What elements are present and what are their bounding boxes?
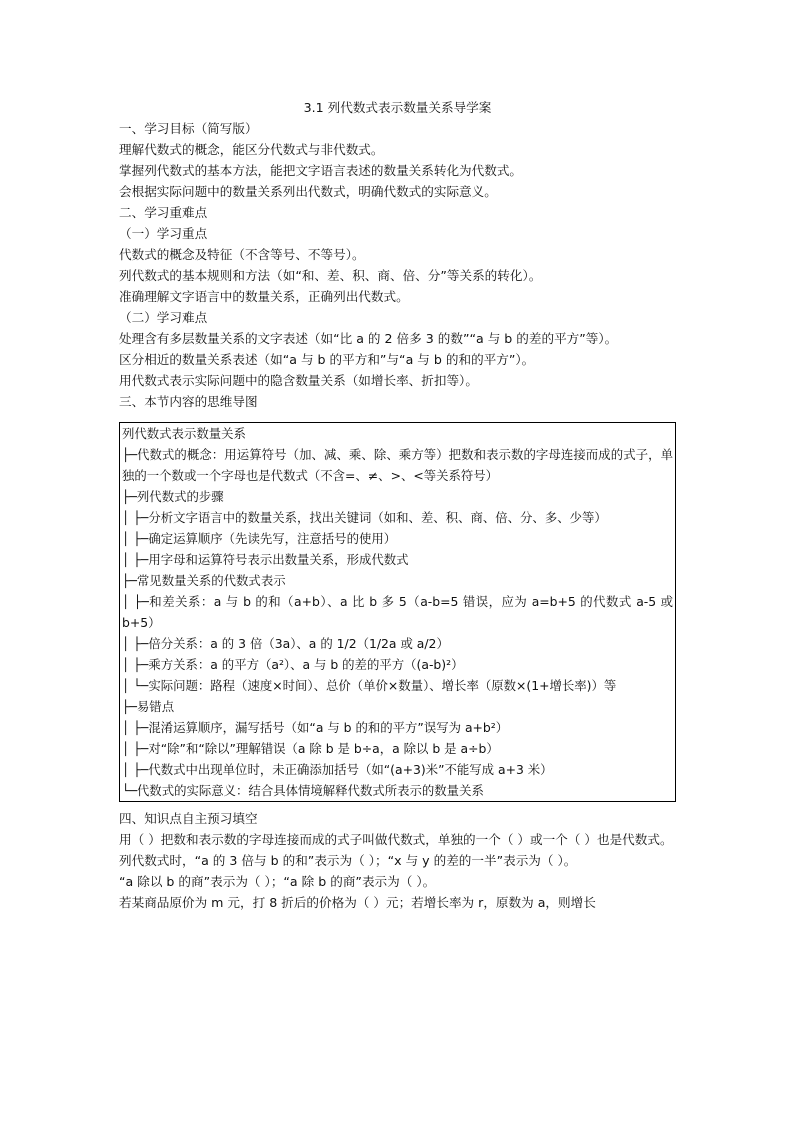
mind-map-node: │ ├─和差关系：a 与 b 的和（a+b）、a 比 b 多 5（a-b=5 错误，应为 a=b+5 的代数式 a-5 或 b+5） <box>122 594 673 630</box>
mind-map-node: │ ├─混淆运算顺序，漏写括号（如“a 与 b 的和的平方”误写为 a+b²） <box>122 720 509 735</box>
mind-map-node: │ ├─对“除”和“除以”理解错误（a 除 b 是 b÷a，a 除以 b 是 a÷b） <box>122 741 499 756</box>
paragraph: 列代数式的基本规则和方法（如“和、差、积、商、倍、分”等关系的转化）。 <box>119 268 542 283</box>
fill-in-question: 若某商品原价为 m 元，打 8 折后的价格为（ ）元；若增长率为 r，原数为 a，则增长 <box>119 895 596 910</box>
section-heading: 一、学习目标（简写版） <box>119 121 258 136</box>
mind-map-node: └─代数式的实际意义：结合具体情境解释代数式所表示的数量关系 <box>122 783 484 798</box>
mind-map-node: │ ├─代数式中出现单位时，未正确添加括号（如“(a+3)米”不能写成 a+3 米） <box>122 762 553 777</box>
section-heading: 四、知识点自主预习填空 <box>119 811 258 826</box>
mind-map-node: ├─列代数式的步骤 <box>122 489 224 504</box>
subsection-heading: （一）学习重点 <box>119 226 208 241</box>
section-heading: 三、本节内容的思维导图 <box>119 394 258 409</box>
paragraph: 用代数式表示实际问题中的隐含数量关系（如增长率、折扣等）。 <box>119 373 478 388</box>
document-body <box>119 97 676 913</box>
mind-map-root: 列代数式表示数量关系 <box>122 426 246 441</box>
fill-in-question: “a 除以 b 的商”表示为（ ）；“a 除 b 的商”表示为（ ）。 <box>119 874 436 889</box>
paragraph: 会根据实际问题中的数量关系列出代数式，明确代数式的实际意义。 <box>119 184 497 199</box>
mind-map-node: │ └─实际问题：路程（速度×时间）、总价（单价×数量）、增长率（原数×(1+增长率)）等 <box>122 678 617 693</box>
mind-map-box <box>119 422 676 802</box>
mind-map-node: ├─易错点 <box>122 699 175 714</box>
subsection-heading: （二）学习难点 <box>119 310 208 325</box>
paragraph: 理解代数式的概念，能区分代数式与非代数式。 <box>119 142 384 157</box>
mind-map-node: │ ├─用字母和运算符号表示出数量关系，形成代数式 <box>122 552 409 567</box>
fill-in-question: 列代数式时，“a 的 3 倍与 b 的和”表示为（ ）；“x 与 y 的差的一半”表示为（ ）。 <box>119 853 577 868</box>
paragraph: 处理含有多层数量关系的文字表述（如“比 a 的 2 倍多 3 的数”“a 与 b 的差的平方”等）。 <box>119 331 618 346</box>
section-heading: 二、学习重难点 <box>119 205 208 220</box>
paragraph: 区分相近的数量关系表述（如“a 与 b 的平方和”与“a 与 b 的和的平方”）。 <box>119 352 535 367</box>
paragraph: 准确理解文字语言中的数量关系，正确列出代数式。 <box>119 289 409 304</box>
fill-in-question: 用（ ）把数和表示数的字母连接而成的式子叫做代数式，单独的一个（ ）或一个（ ）也是代数式。 <box>119 832 673 847</box>
document-title: 3.1 列代数式表示数量关系导学案 <box>303 100 492 115</box>
mind-map-node: ├─代数式的概念：用运算符号（加、减、乘、除、乘方等）把数和表示数的字母连接而成的式子，单独的一个数或一个字母也是代数式（不含=、≠、>、<等关系符号） <box>122 447 673 483</box>
mind-map-node: │ ├─确定运算顺序（先读先写，注意括号的使用） <box>122 531 397 546</box>
mind-map-node: ├─常见数量关系的代数式表示 <box>122 573 286 588</box>
mind-map-node: │ ├─倍分关系：a 的 3 倍（3a）、a 的 1/2（1/2a 或 a/2） <box>122 636 449 651</box>
mind-map-node: │ ├─乘方关系：a 的平方（a²）、a 与 b 的差的平方（(a-b)²） <box>122 657 464 672</box>
mind-map-node: │ ├─分析文字语言中的数量关系，找出关键词（如和、差、积、商、倍、分、多、少等） <box>122 510 607 525</box>
paragraph: 掌握列代数式的基本方法，能把文字语言表述的数量关系转化为代数式。 <box>119 163 522 178</box>
paragraph: 代数式的概念及特征（不含等号、不等号）。 <box>119 247 365 262</box>
